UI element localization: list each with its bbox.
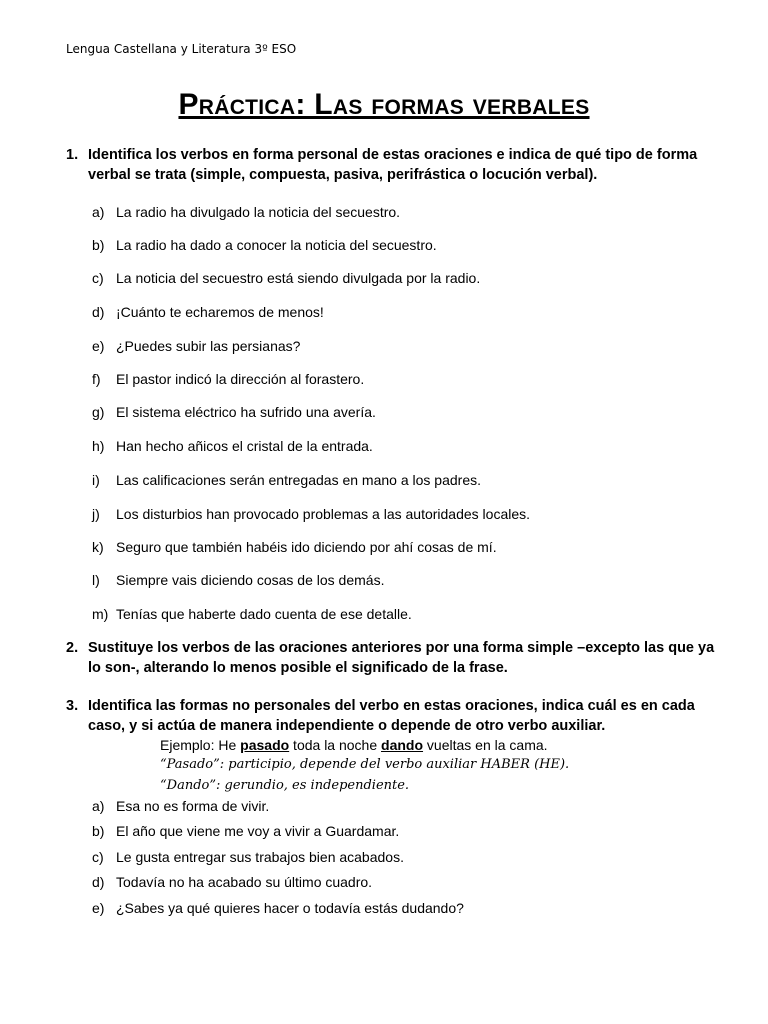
item-letter: m) xyxy=(92,606,109,622)
example-highlight: pasado xyxy=(240,737,290,753)
example-part: Ejemplo: He xyxy=(160,737,241,753)
question-text: Identifica los verbos en forma personal de estas oraciones e indica de qué tipo de forma verbal se trata (simple, compuesta, pasiva, perifrástica o locución verbal). xyxy=(88,147,698,183)
item-text: La radio ha dado a conocer la noticia del secuestro. xyxy=(116,237,437,253)
item-text: Seguro que también habéis ido diciendo por ahí cosas de mí. xyxy=(116,539,497,555)
list-item xyxy=(92,822,399,840)
example-note: “Dando”: gerundio, es independiente. xyxy=(160,778,410,793)
item-text: ¡Cuánto te echaremos de menos! xyxy=(116,304,324,320)
list-item xyxy=(92,337,300,355)
item-letter: l) xyxy=(92,572,100,588)
item-text: La radio ha divulgado la noticia del secuestro. xyxy=(116,204,401,220)
question-3 xyxy=(66,696,716,736)
page-title-wrap xyxy=(0,88,768,122)
item-letter: a) xyxy=(92,798,105,814)
list-item xyxy=(92,848,404,866)
example-part: toda la noche xyxy=(289,737,382,753)
list-item xyxy=(92,605,412,623)
question-number: 3. xyxy=(66,698,79,714)
item-letter: c) xyxy=(92,849,104,865)
list-item xyxy=(92,236,437,254)
item-letter: j) xyxy=(92,506,100,522)
item-letter: b) xyxy=(92,237,105,253)
item-letter: f) xyxy=(92,371,101,387)
question-2 xyxy=(66,638,716,678)
example-part: vueltas en la cama. xyxy=(423,737,548,753)
list-item xyxy=(92,899,464,917)
item-text: La noticia del secuestro está siendo divulgada por la radio. xyxy=(116,270,481,286)
list-item xyxy=(92,471,481,489)
item-letter: k) xyxy=(92,539,104,555)
page-header: Lengua Castellana y Literatura 3º ESO xyxy=(66,42,297,56)
item-text: El año que viene me voy a vivir a Guardamar. xyxy=(116,823,400,839)
question-number: 2. xyxy=(66,640,79,656)
question-text: Sustituye los verbos de las oraciones anteriores por una forma simple –excepto las que ya lo son-, alterando lo menos posible el significado de la frase. xyxy=(88,640,715,676)
item-text: Los disturbios han provocado problemas a las autoridades locales. xyxy=(116,506,531,522)
example-sentence xyxy=(160,736,548,754)
item-text: Siempre vais diciendo cosas de los demás. xyxy=(116,572,385,588)
list-item xyxy=(92,437,373,455)
item-text: Tenías que haberte dado cuenta de ese detalle. xyxy=(116,606,412,622)
item-text: Esa no es forma de vivir. xyxy=(116,798,270,814)
list-item xyxy=(92,505,530,523)
item-letter: c) xyxy=(92,270,104,286)
list-item xyxy=(92,797,269,815)
item-text: El pastor indicó la dirección al forastero. xyxy=(116,371,365,387)
item-text: Todavía no ha acabado su último cuadro. xyxy=(116,874,373,890)
item-letter: a) xyxy=(92,204,105,220)
list-item xyxy=(92,370,364,388)
list-item xyxy=(92,203,400,221)
item-letter: g) xyxy=(92,404,105,420)
list-item xyxy=(92,538,497,556)
item-text: Han hecho añicos el cristal de la entrada. xyxy=(116,438,373,454)
question-1 xyxy=(66,145,716,185)
list-item xyxy=(92,303,324,321)
example-highlight: dando xyxy=(381,737,424,753)
question-text: Identifica las formas no personales del verbo en estas oraciones, indica cuál es en cada caso, y si actúa de manera independiente o depende de otro verbo auxiliar. xyxy=(88,698,695,734)
list-item xyxy=(92,571,384,589)
question-number: 1. xyxy=(66,147,79,163)
item-letter: b) xyxy=(92,823,105,839)
item-text: ¿Sabes ya qué quieres hacer o todavía estás dudando? xyxy=(116,900,464,916)
item-letter: i) xyxy=(92,472,100,488)
item-letter: d) xyxy=(92,874,105,890)
item-text: ¿Puedes subir las persianas? xyxy=(116,338,301,354)
item-letter: h) xyxy=(92,438,105,454)
item-letter: e) xyxy=(92,900,105,916)
item-text: El sistema eléctrico ha sufrido una avería. xyxy=(116,404,376,420)
item-letter: d) xyxy=(92,304,105,320)
list-item xyxy=(92,403,376,421)
item-text: Le gusta entregar sus trabajos bien acabados. xyxy=(116,849,404,865)
list-item xyxy=(92,269,480,287)
example-note: “Pasado”: participio, depende del verbo auxiliar HABER (HE). xyxy=(160,757,570,772)
item-text: Las calificaciones serán entregadas en mano a los padres. xyxy=(116,472,481,488)
item-letter: e) xyxy=(92,338,105,354)
page-title: Práctica: Las formas verbales xyxy=(178,88,590,121)
list-item xyxy=(92,873,372,891)
